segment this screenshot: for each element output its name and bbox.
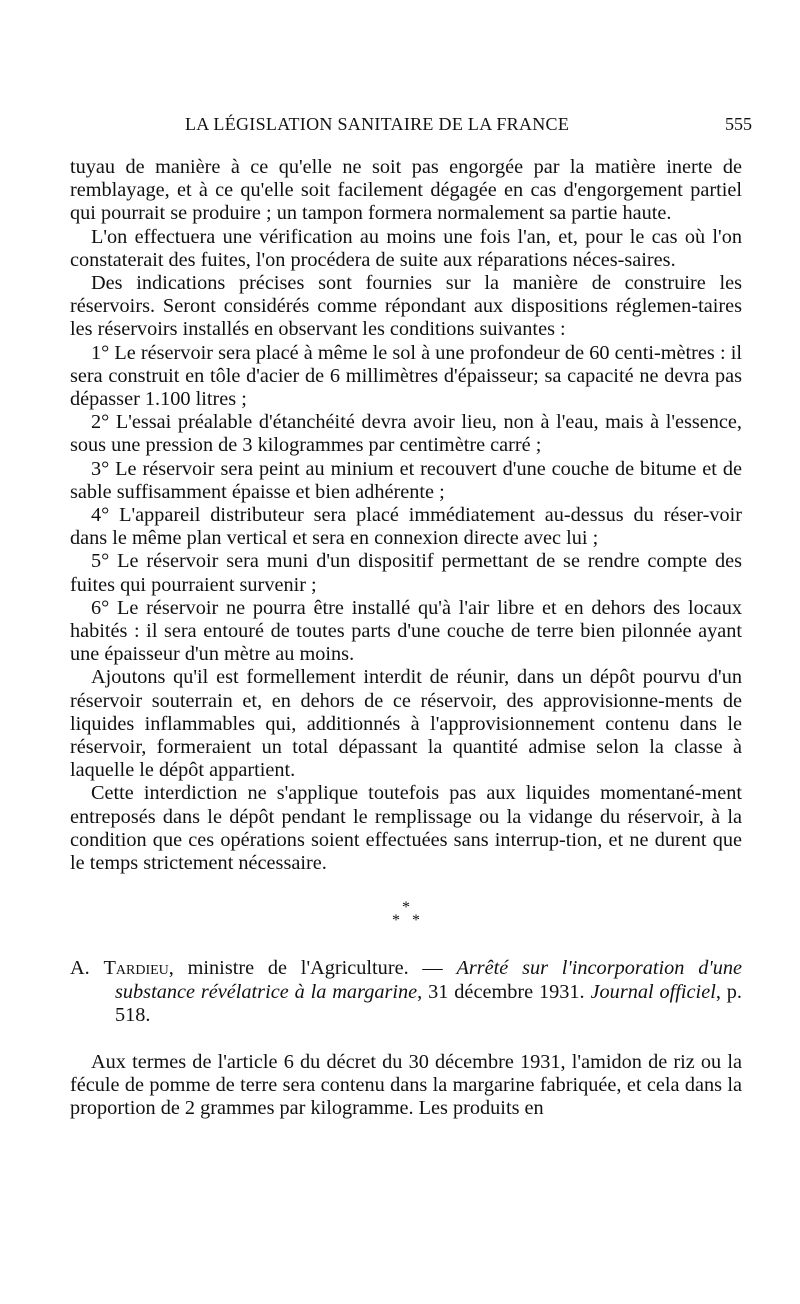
page-header: [70, 114, 752, 142]
citation-date: , 31 décembre 1931.: [417, 980, 591, 1003]
citation-title: Arrêté sur l'incorporation d'une substance révélatrice à la margarine: [115, 957, 742, 1003]
section-separator: [70, 899, 742, 930]
list-item: 4° L'appareil distributeur sera placé immédiatement au-dessus du réser-voir dans le même plan vertical et sera en connexion directe avec lui ;: [70, 504, 742, 550]
paragraph: L'on effectuera une vérification au moins une fois l'an, et, pour le cas où l'on constaterait des fuites, l'on procédera de suite aux réparations néces-saires.: [70, 225, 742, 271]
list-item: 6° Le réservoir ne pourra être installé qu'à l'air libre et en dehors des locaux habités : il sera entouré de toutes parts d'une couche de terre bien pilonnée ayant une épaisseur d'un mètre au moins.: [70, 596, 742, 666]
paragraph: tuyau de manière à ce qu'elle ne soit pas engorgée par la matière inerte de remblayage, et à ce qu'elle soit facilement dégagée en cas d'engorgement partiel qui pourrait se produire ; un tampon formera normalement sa partie haute.: [70, 156, 742, 225]
citation-page: , p. 518.: [115, 980, 742, 1026]
running-title: LA LÉGISLATION SANITAIRE DE LA FRANCE: [185, 114, 570, 134]
citation-author: Tardieu: [103, 957, 169, 980]
list-item: 2° L'essai préalable d'étanchéité devra avoir lieu, non à l'eau, mais à l'essence, sous une pression de 3 kilogrammes par centimètre carré ;: [70, 411, 742, 457]
paragraph: Ajoutons qu'il est formellement interdit de réunir, dans un dépôt pourvu d'un réservoir souterrain et, en dehors de ce réservoir, des approvisionne-ments de liquides inflammables qui, additionnés à l'approvisionnement contenu dans le réservoir, formeraient un total dépassant la quantité admise selon la classe à laquelle le dépôt appartient.: [70, 666, 742, 782]
citation-initial: A.: [70, 957, 90, 980]
citation-journal: Journal officiel: [590, 980, 716, 1003]
paragraph: Des indications précises sont fournies sur la manière de construire les réservoirs. Seront considérés comme répondant aux dispositions réglemen-taires les réservoirs installés en observant les conditions suivantes :: [70, 272, 742, 341]
paragraph: Cette interdiction ne s'applique toutefois pas aux liquides momentané-ment entreposés dans le dépôt pendant le remplissage ou la vidange du réservoir, à la condition que ces opérations soient effectuées sans interrup-tion, et ne durent que le temps strictement nécessaire.: [70, 782, 742, 875]
asterisk-top: *: [402, 899, 410, 917]
citation-role: , ministre de l'Agriculture. —: [168, 957, 457, 980]
list-item: 1° Le réservoir sera placé à même le sol à une profondeur de 60 centi-mètres : il sera construit en tôle d'acier de 6 millimètres d'épaisseur; sa capacité ne devra pas dépasser 1.100 litres ;: [70, 341, 742, 411]
citation-line: [70, 957, 742, 1027]
list-item: 5° Le réservoir sera muni d'un dispositif permettant de se rendre compte des fuites qui pourraient survenir ;: [70, 550, 742, 596]
page-number: 555: [725, 114, 752, 134]
paragraph: Aux termes de l'article 6 du décret du 30 décembre 1931, l'amidon de riz ou la fécule de pomme de terre sera contenu dans la margarine fabriquée, et cela dans la proportion de 2 grammes par kilogramme. Les produits en: [70, 1050, 742, 1120]
asterisk-bottom: * *: [392, 912, 420, 930]
citation: [70, 957, 742, 1027]
list-item: 3° Le réservoir sera peint au minium et recouvert d'une couche de bitume et de sable suffisamment épaisse et bien adhérente ;: [70, 457, 742, 503]
body-text: [70, 156, 742, 1121]
